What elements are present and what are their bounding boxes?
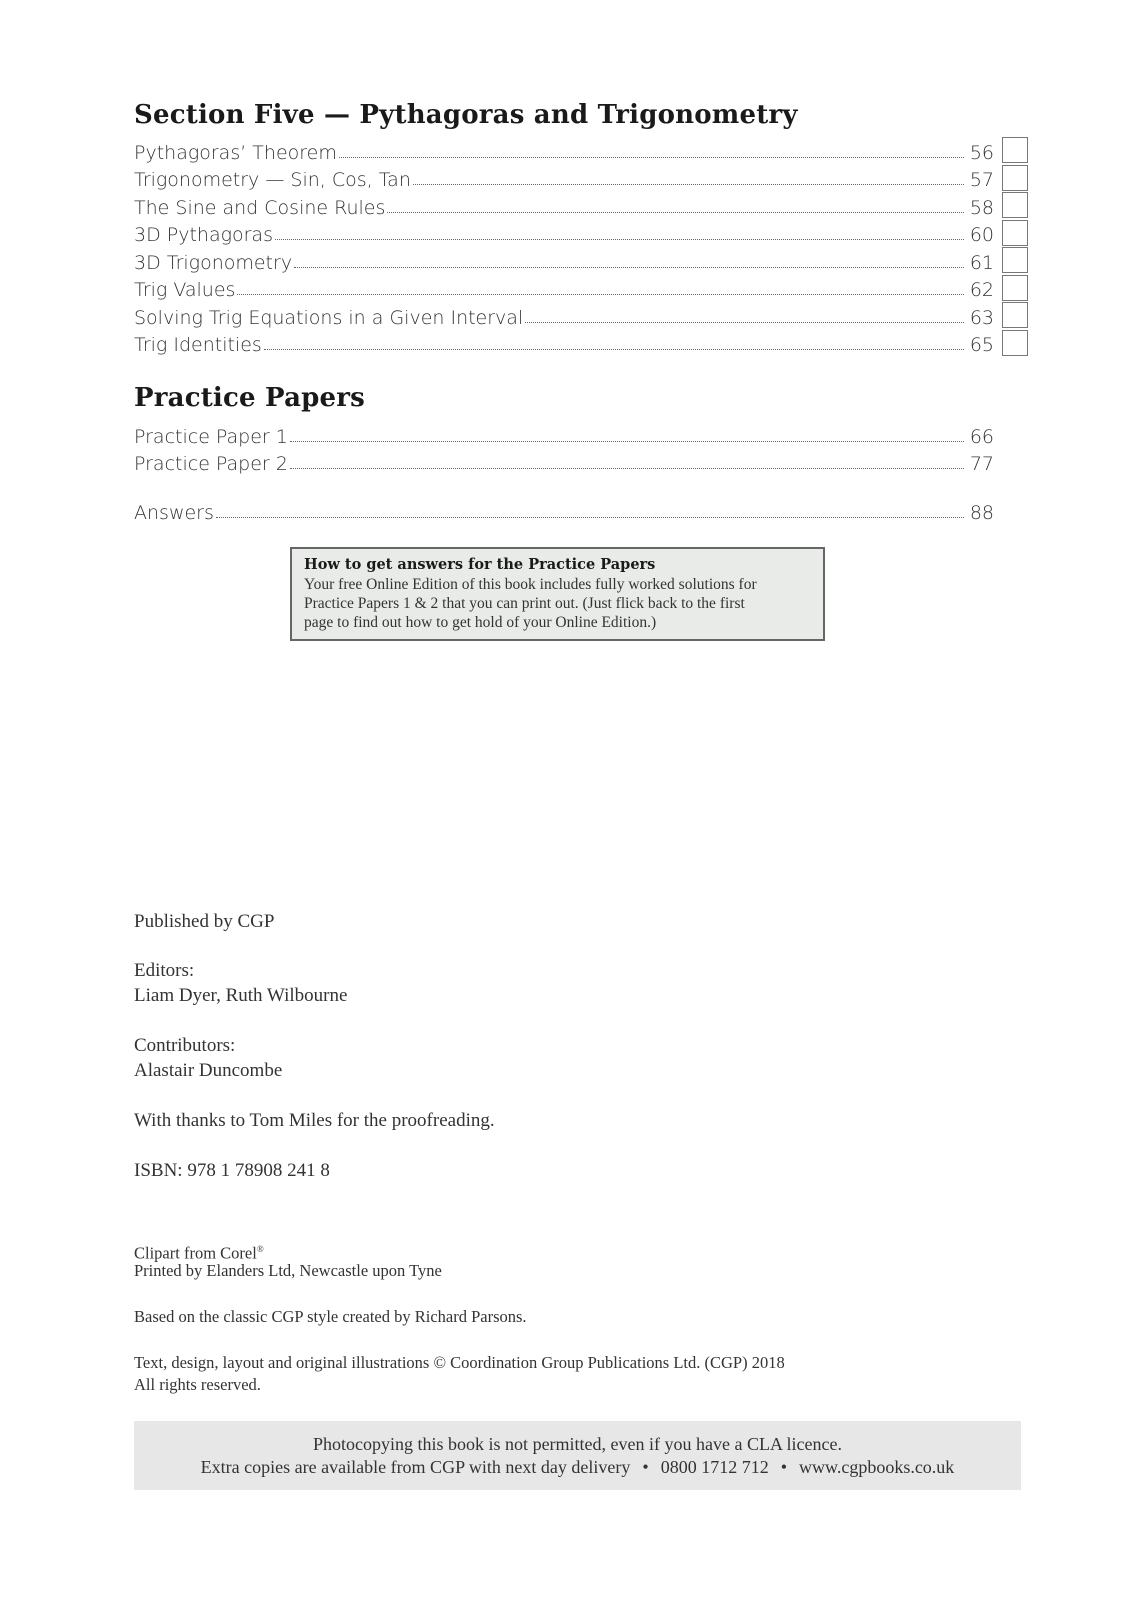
printer-credit: Printed by Elanders Ltd, Newcastle upon Tyne <box>134 1261 442 1280</box>
toc-entry[interactable] <box>134 164 994 192</box>
toc-entry-page: 65 <box>969 334 994 356</box>
delivery-line <box>134 1456 1021 1479</box>
published-by: Published by CGP <box>134 911 275 932</box>
bullet-separator: • <box>780 1457 787 1477</box>
progress-checkbox[interactable] <box>1002 220 1028 246</box>
dot-leader <box>290 441 964 442</box>
contributors-names: Alastair Duncombe <box>134 1060 283 1081</box>
clipart-text: Clipart from Corel <box>134 1243 257 1263</box>
toc-entry-page: 61 <box>969 251 994 274</box>
progress-checkbox[interactable] <box>1002 165 1028 191</box>
progress-checkbox[interactable] <box>1002 192 1028 218</box>
toc-entry-label: Trig Identities <box>134 334 262 356</box>
footer-bar <box>134 1421 1021 1490</box>
delivery-text: Extra copies are available from CGP with next day delivery <box>200 1457 631 1477</box>
toc-entry[interactable] <box>134 448 994 476</box>
toc-entry[interactable] <box>134 274 994 302</box>
toc-entry[interactable] <box>134 301 994 329</box>
answers-toc <box>134 496 994 524</box>
editors-names: Liam Dyer, Ruth Wilbourne <box>134 985 348 1006</box>
toc-entry-label: Answers <box>134 501 214 524</box>
toc-entry-page: 58 <box>969 196 994 219</box>
dot-leader <box>294 267 964 268</box>
answers-info-line: Your free Online Edition of this book includes fully worked solutions for <box>304 576 757 593</box>
toc-entry-answers[interactable] <box>134 496 994 524</box>
answers-info-box <box>290 547 825 641</box>
thanks-line: With thanks to Tom Miles for the proofreading. <box>134 1110 495 1131</box>
isbn: ISBN: 978 1 78908 241 8 <box>134 1160 330 1181</box>
copyright-line: Text, design, layout and original illustrations © Coordination Group Publications Ltd. (CGP) 2018 <box>134 1353 785 1372</box>
photocopy-notice: Photocopying this book is not permitted, even if you have a CLA licence. <box>313 1434 842 1454</box>
progress-checkbox[interactable] <box>1002 330 1028 356</box>
toc-entry-page: 57 <box>969 169 994 191</box>
dot-leader <box>237 294 964 295</box>
toc-entry-page: 66 <box>969 425 994 448</box>
dot-leader <box>290 468 964 469</box>
style-credit: Based on the classic CGP style created by Richard Parsons. <box>134 1307 527 1326</box>
toc-entry-label: 3D Trigonometry <box>134 251 293 274</box>
dot-leader <box>275 239 964 240</box>
answers-info-line: Practice Papers 1 & 2 that you can print out. (Just flick back to the first <box>304 595 745 612</box>
dot-leader <box>339 157 964 158</box>
toc-entry-label: Solving Trig Equations in a Given Interval <box>134 306 524 329</box>
toc-entry[interactable] <box>134 136 994 164</box>
bullet-separator: • <box>642 1457 649 1477</box>
toc-entry-page: 62 <box>969 279 994 301</box>
progress-checkbox[interactable] <box>1002 247 1028 273</box>
practice-papers-heading: Practice Papers <box>134 383 365 413</box>
progress-checkbox[interactable] <box>1002 137 1028 163</box>
answers-info-line: page to find out how to get hold of your Online Edition.) <box>304 614 657 631</box>
practice-papers-toc <box>134 420 994 475</box>
rights-line: All rights reserved. <box>134 1375 261 1394</box>
toc-entry[interactable] <box>134 219 994 247</box>
toc-entry-page: 63 <box>969 306 994 329</box>
dot-leader <box>525 322 964 323</box>
dot-leader <box>216 517 964 518</box>
toc-entry[interactable] <box>134 420 994 448</box>
progress-checkbox[interactable] <box>1002 302 1028 328</box>
section-five-toc <box>134 136 994 356</box>
contributors-label: Contributors: <box>134 1035 236 1056</box>
toc-entry[interactable] <box>134 246 994 274</box>
section-five-heading: Section Five — Pythagoras and Trigonometry <box>134 100 798 130</box>
registered-mark: ® <box>256 1244 264 1254</box>
editors-label: Editors: <box>134 960 195 981</box>
toc-entry-label: Trig Values <box>134 279 236 301</box>
toc-entry-label: Practice Paper 2 <box>134 453 288 475</box>
toc-entry-label: 3D Pythagoras <box>134 224 273 246</box>
dot-leader <box>413 184 964 185</box>
dot-leader <box>264 349 964 350</box>
toc-entry-label: The Sine and Cosine Rules <box>134 196 386 219</box>
phone-number: 0800 1712 712 <box>660 1457 769 1477</box>
toc-entry-label: Pythagoras’ Theorem <box>134 141 337 164</box>
toc-entry-page: 88 <box>969 501 994 524</box>
toc-entry-page: 56 <box>969 141 994 164</box>
toc-entry-label: Trigonometry — Sin, Cos, Tan <box>134 169 411 191</box>
toc-entry[interactable] <box>134 191 994 219</box>
progress-checkbox[interactable] <box>1002 275 1028 301</box>
answers-info-title: How to get answers for the Practice Papers <box>304 556 656 573</box>
toc-entry[interactable] <box>134 329 994 357</box>
toc-entry-page: 60 <box>969 224 994 246</box>
toc-entry-page: 77 <box>969 453 994 475</box>
website-link[interactable]: www.cgpbooks.co.uk <box>799 1457 955 1477</box>
dot-leader <box>387 212 964 213</box>
toc-entry-label: Practice Paper 1 <box>134 425 288 448</box>
